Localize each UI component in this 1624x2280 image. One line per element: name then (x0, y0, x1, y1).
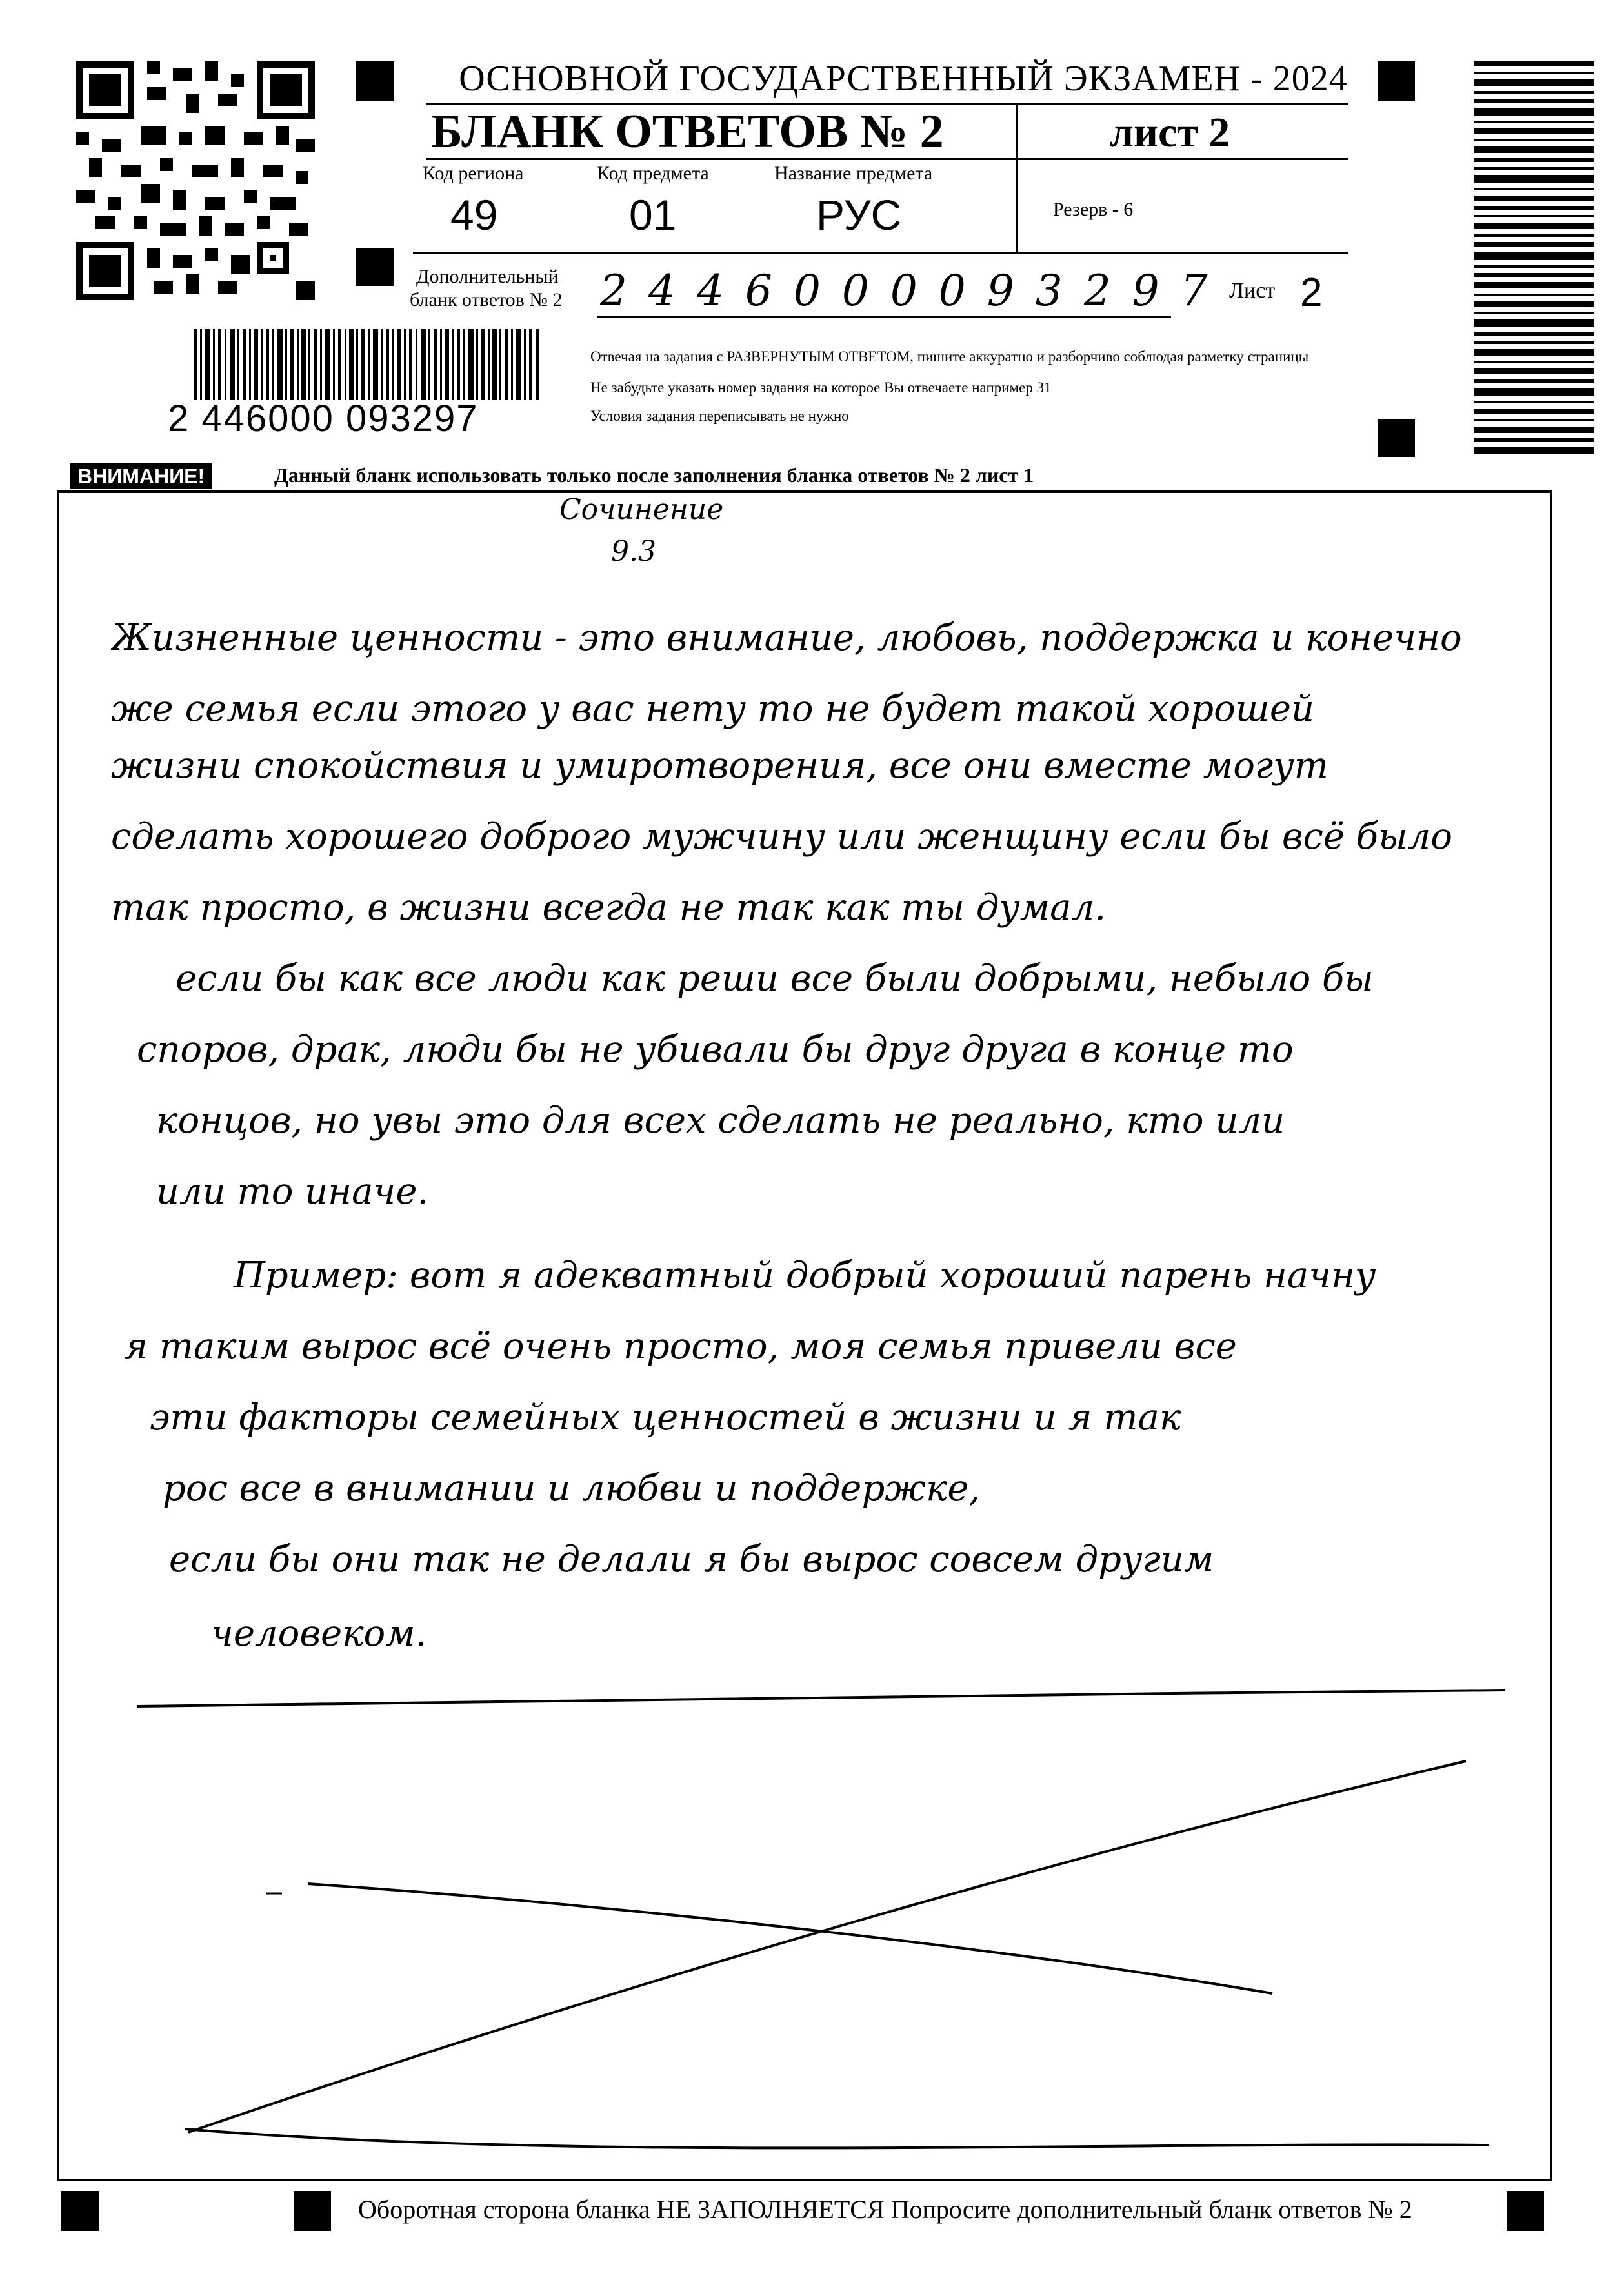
registration-marker-bottom-right (1507, 2191, 1544, 2231)
instruction-line-1: Отвечая на задания с РАЗВЕРНУТЫМ ОТВЕТОМ, пишите аккуратно и разборчиво соблюдая разметку страницы (590, 348, 1309, 365)
title-underline-2 (426, 158, 1348, 160)
header-fields-bottom-line (413, 252, 1348, 254)
instruction-line-3: Условия задания переписывать не нужно (590, 408, 849, 424)
registration-marker-mid-left (356, 248, 394, 286)
answer-area (57, 490, 1552, 2181)
registration-marker-top-right (1378, 61, 1415, 101)
answer-line-13: рос все в внимании и любви и поддержке, (163, 1468, 981, 1509)
sheet-title: лист 2 (1110, 109, 1230, 156)
region-label: Код региона (423, 163, 524, 184)
answer-line-1: Жизненные ценности - это внимание, любовь, поддержка и конечно же семья если этого у вас нету то не будет такой хорошей (111, 617, 1462, 730)
barcode-number: 2 446000 093297 (168, 398, 479, 439)
instruction-line-2: Не забудьте указать номер задания на которое Вы отвечаете например 31 (590, 379, 1052, 396)
answer-line-7: споров, драк, люди бы не убивали бы друг друга в конце то (137, 1029, 1294, 1071)
essay-heading: Сочинение (559, 493, 724, 526)
additional-form-label-line1: Дополнительный (416, 266, 559, 287)
registration-marker-top-left (356, 61, 394, 101)
reserve-label: Резерв - 6 (1053, 199, 1134, 220)
sheet-value: 2 (1300, 270, 1323, 315)
answer-line-15: человеком. (211, 1613, 427, 1655)
subject-code-value: 01 (629, 191, 677, 239)
answer-line-8: концов, но увы это для всех сделать не реально, кто или (156, 1100, 1285, 1142)
answer-line-14: если бы они так не делали я бы вырос совсем другим (169, 1538, 1214, 1580)
additional-form-number: 2 4 4 6 0 0 0 0 9 3 2 9 7 (600, 266, 1212, 316)
answer-line-9: или то иначе. (156, 1171, 429, 1213)
warning-text: Данный бланк использовать только после заполнения бланка ответов № 2 лист 1 (274, 463, 1034, 487)
side-barcode (1474, 61, 1594, 455)
registration-marker-mid-right (1378, 419, 1415, 457)
empty-area-cross-out (59, 493, 1550, 2179)
region-value: 49 (450, 191, 498, 239)
additional-number-underline (597, 316, 1171, 318)
form-title: БЛАНК ОТВЕТОВ № 2 (431, 105, 944, 158)
answer-line-10: Пример: вот я адекватный добрый хороший парень начну (234, 1255, 1376, 1296)
title-vertical-divider (1016, 105, 1018, 253)
answer-line-3: жизни спокойствия и умиротворения, все они вместе могут (111, 745, 1328, 787)
form-barcode (194, 329, 542, 400)
subject-name-label: Название предмета (774, 163, 933, 184)
answer-line-4: сделать хорошего доброго мужчину или женщину если бы всё было (111, 816, 1452, 858)
warning-badge: ВНИМАНИЕ! (70, 463, 212, 489)
subject-name-value: РУС (816, 191, 902, 239)
sheet-label: Лист (1229, 279, 1276, 303)
registration-marker-bottom-2 (294, 2191, 331, 2231)
additional-form-label-line2: бланк ответов № 2 (410, 289, 563, 310)
answer-line-11: я таким вырос всё очень просто, моя семья привели все (124, 1326, 1237, 1367)
qr-code (76, 61, 315, 300)
footer-note: Оборотная сторона бланка НЕ ЗАПОЛНЯЕТСЯ Попросите дополнительный бланк ответов № 2 (358, 2195, 1412, 2224)
subject-code-label: Код предмета (597, 163, 709, 184)
registration-marker-bottom-1 (61, 2191, 99, 2231)
answer-line-6: если бы как все люди как реши все были добрыми, небыло бы (175, 958, 1374, 1000)
answer-line-5: так просто, в жизни всегда не так как ты думал. (111, 887, 1107, 929)
answer-line-12: эти факторы семейных ценностей в жизни и я так (150, 1397, 1181, 1438)
task-number: 9.3 (611, 535, 656, 568)
exam-title: ОСНОВНОЙ ГОСУДАРСТВЕННЫЙ ЭКЗАМЕН - 2024 (459, 59, 1348, 99)
